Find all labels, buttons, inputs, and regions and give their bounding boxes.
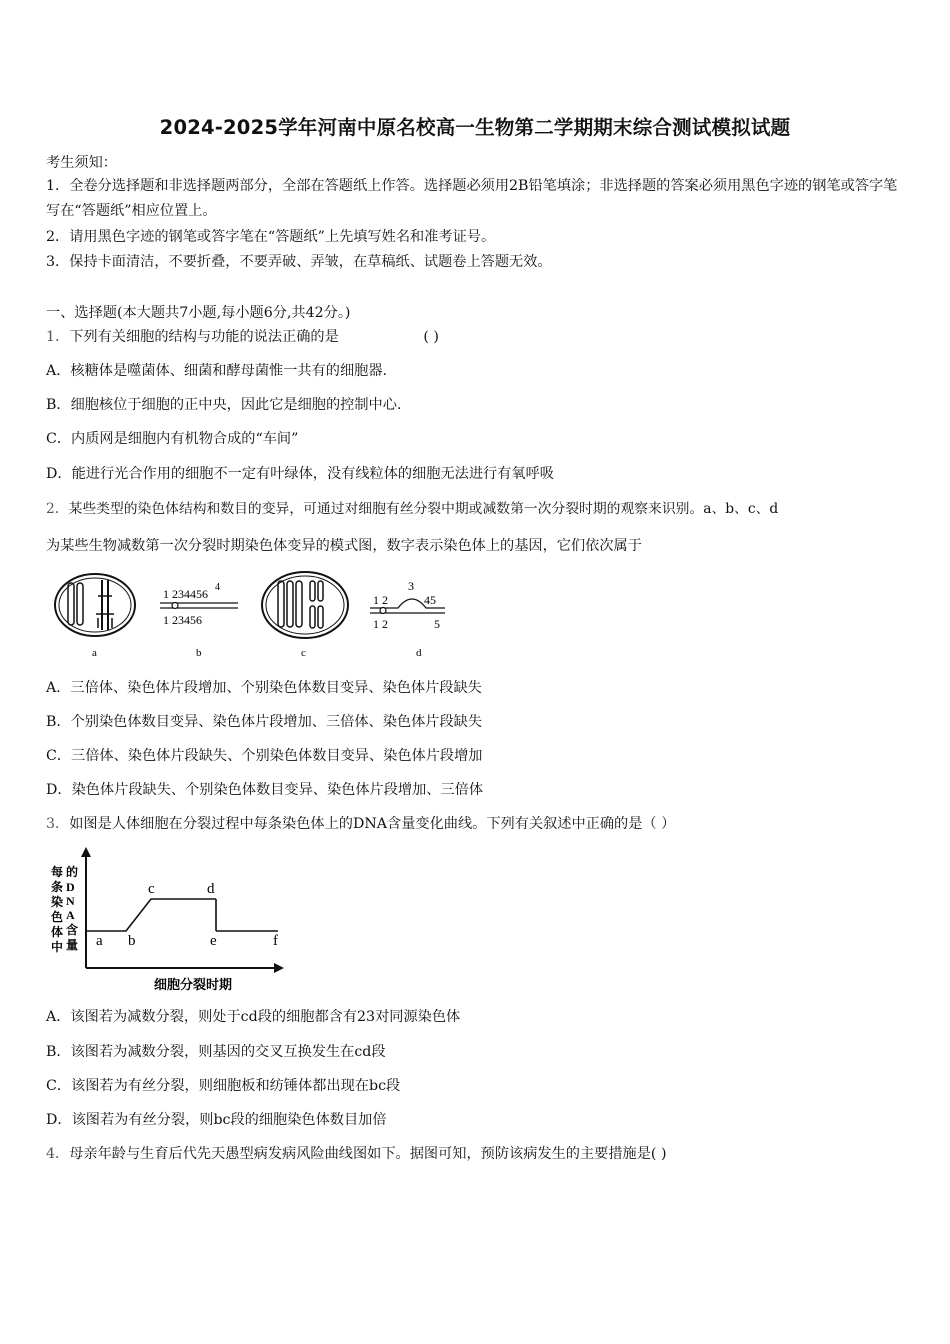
figure-d-loop-gene: 3 — [408, 579, 414, 593]
y-label-char: 色 — [51, 910, 64, 924]
option-3d: D．该图若为有丝分裂，则bc段的细胞染色体数目加倍 — [46, 1112, 387, 1128]
option-3c: C．该图若为有丝分裂，则细胞板和纺锤体都出现在bc段 — [46, 1078, 401, 1094]
question-3 — [46, 813, 675, 833]
y-label-char: 中 — [51, 940, 64, 954]
y-label-char: 的 — [66, 865, 79, 879]
figure-b-chromosomes — [160, 582, 238, 627]
y-axis-arrow — [81, 847, 91, 857]
option-1d: D．能进行光合作用的细胞不一定有叶绿体，没有线粒体的细胞无法进行有氧呼吸 — [46, 466, 554, 482]
notice-item-3: 3．保持卡面清洁，不要折叠，不要弄破、弄皱，在草稿纸、试题卷上答题无效。 — [46, 254, 552, 270]
figure-label-d: d — [416, 647, 422, 659]
question-stem: 如图是人体细胞在分裂过程中每条染色体上的DNA含量变化曲线。下列有关叙述中正确的是（ ） — [69, 816, 676, 832]
y-label-char: 条 — [51, 880, 64, 894]
question-2-stem-line2: 为某些生物减数第一次分裂时期染色体变异的模式图，数字表示染色体上的基因，它们依次属于 — [46, 538, 642, 554]
dna-series-line — [86, 899, 216, 931]
figure-a-cell — [55, 574, 135, 636]
point-label-d: d — [207, 881, 215, 897]
y-label-char: 含 — [66, 923, 79, 937]
figure-label-b: b — [196, 647, 202, 659]
question-stem: 母亲年龄与生育后代先天愚型病发病风险曲线图如下。据图可知，预防该病发生的主要措施是( ) — [69, 1146, 667, 1162]
option-1a: A．核糖体是噬菌体、细菌和酵母菌惟一共有的细胞器. — [46, 363, 388, 379]
notice-item-2: 2．请用黑色字迹的钢笔或答字笔在“答题纸”上先填写姓名和准考证号。 — [46, 229, 496, 245]
point-label-f: f — [273, 933, 278, 949]
figure-label-c: c — [301, 647, 306, 659]
question-stem-line1: 某些类型的染色体结构和数目的变异，可通过对细胞有丝分裂中期或减数第一次分裂时期的观察来识别。a、b、c、d — [68, 501, 779, 517]
y-axis-label — [50, 864, 78, 954]
figure-d-bottom-left-genes: 1 2 — [373, 617, 388, 631]
notice-item-1: 1．全卷分选择题和非选择题两部分，全部在答题纸上作答。选择题必须用2B铅笔填涂；非选择题的答案必须用黑色字迹的钢笔或答字笔写在“答题纸”相应位置上。 — [46, 178, 898, 219]
chromosome-variation-figure — [50, 568, 450, 663]
option-2c: C．三倍体、染色体片段缺失、个别染色体数目变异、染色体片段增加 — [46, 748, 483, 764]
figure-c-cell — [262, 572, 348, 638]
question-number: 3． — [46, 816, 70, 832]
y-label-char: 每 — [51, 865, 64, 879]
y-label-char: D — [66, 880, 75, 894]
figure-label-a: a — [92, 647, 97, 659]
question-4 — [46, 1143, 667, 1163]
y-label-char: 量 — [66, 938, 79, 952]
option-2a: A．三倍体、染色体片段增加、个别染色体数目变异、染色体片段缺失 — [46, 680, 482, 696]
question-stem: 下列有关细胞的结构与功能的说法正确的是 — [69, 329, 339, 345]
question-1 — [46, 326, 439, 346]
question-2 — [46, 497, 778, 517]
option-2d: D．染色体片段缺失、个别染色体数目变异、染色体片段增加、三倍体 — [46, 782, 484, 798]
option-1c: C．内质网是细胞内有机物合成的“车间” — [46, 431, 299, 447]
y-label-char: 体 — [51, 925, 64, 939]
option-1b: B．细胞核位于细胞的正中央，因此它是细胞的控制中心. — [46, 397, 402, 413]
option-3b: B．该图若为减数分裂，则基因的交叉互换发生在cd段 — [46, 1044, 386, 1060]
figure-d-top-right-genes: 45 — [424, 593, 436, 607]
y-label-char: 染 — [51, 895, 64, 909]
page-title: 2024-2025学年河南中原名校高一生物第二学期期末综合测试模拟试题 — [159, 116, 791, 139]
figure-d-chromosomes — [370, 579, 445, 631]
y-label-char: A — [66, 908, 75, 922]
x-axis-arrow — [274, 963, 284, 973]
point-label-c: c — [148, 881, 155, 897]
dna-content-chart — [46, 843, 296, 995]
y-label-char: N — [66, 894, 75, 908]
point-label-e: e — [210, 933, 217, 949]
figure-d-bottom-right-genes: 5 — [434, 617, 440, 631]
question-number: 4． — [46, 1146, 70, 1162]
x-axis-label: 细胞分裂时期 — [154, 977, 233, 992]
answer-bracket: ( ) — [423, 329, 439, 345]
question-number: 2． — [46, 501, 69, 517]
option-3a: A．该图若为减数分裂，则处于cd段的细胞都含有23对同源染色体 — [46, 1009, 461, 1025]
section-heading: 一、选择题(本大题共7小题,每小题6分,共42分。) — [46, 305, 351, 321]
option-2b: B．个别染色体数目变异、染色体片段增加、三倍体、染色体片段缺失 — [46, 714, 483, 730]
figure-d-top-left-genes: 1 2 — [373, 593, 388, 607]
figure-b-top-genes: 1 234456 — [163, 587, 208, 601]
figure-b-bottom-genes: 1 23456 — [163, 613, 202, 627]
notice-heading: 考生须知： — [46, 155, 117, 171]
figure-b-top-superscript: 4 — [215, 582, 220, 593]
point-label-a: a — [96, 933, 103, 949]
question-number: 1． — [46, 329, 70, 345]
point-label-b: b — [128, 933, 136, 949]
